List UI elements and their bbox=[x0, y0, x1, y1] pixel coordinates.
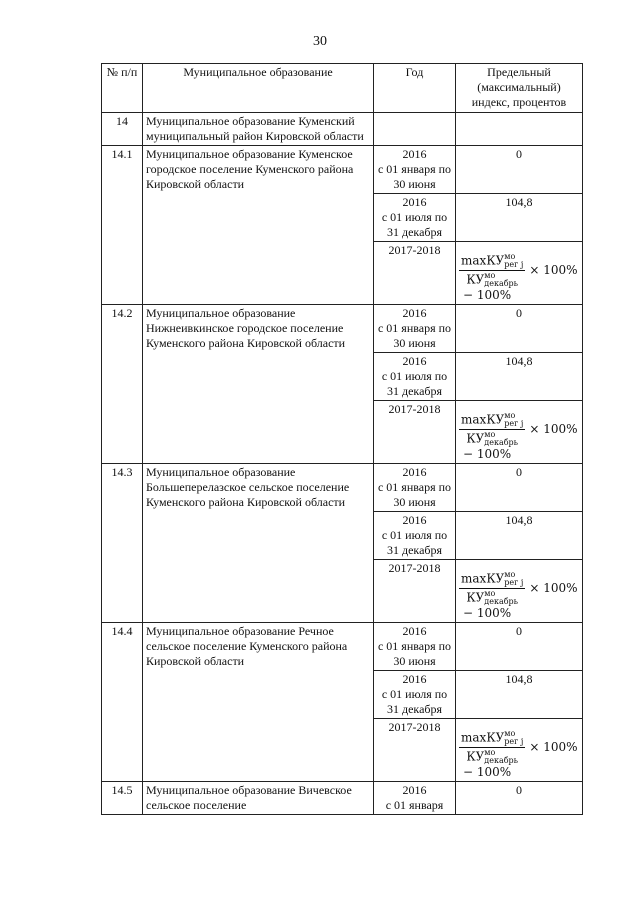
formula-mo: мо bbox=[504, 252, 516, 261]
index-value-cell: 104,8 bbox=[456, 512, 583, 560]
period-span: с 01 июля по 31 декабря bbox=[381, 687, 448, 716]
row-num: 14.1 bbox=[102, 146, 143, 305]
formula-times: × 100% bbox=[529, 263, 578, 277]
period-span: с 01 января по 30 июня bbox=[377, 480, 452, 509]
period-year: 2016 bbox=[402, 513, 427, 527]
formula-minus: − 100% bbox=[463, 765, 512, 779]
formula-mo-den: мо bbox=[484, 748, 496, 757]
group-year-empty bbox=[374, 113, 456, 146]
formula-dec: декабрь bbox=[484, 597, 519, 606]
formula-ku: КУ bbox=[486, 730, 505, 745]
period-year: 2016 bbox=[402, 195, 427, 209]
period-span: с 01 января bbox=[385, 798, 444, 812]
header-index: Предельный (максимальный) индекс, процентов bbox=[456, 64, 583, 113]
period-year: 2016 bbox=[402, 306, 427, 320]
table-row bbox=[102, 623, 583, 671]
group-num: 14 bbox=[102, 113, 143, 146]
formula-ku: КУ bbox=[486, 253, 505, 268]
row-num: 14.5 bbox=[102, 782, 143, 815]
formula-regj: рег j bbox=[504, 260, 524, 269]
period-cell bbox=[374, 146, 456, 194]
table-row bbox=[102, 146, 583, 194]
period-year: 2016 bbox=[402, 783, 427, 797]
header-num: № п/п bbox=[102, 64, 143, 113]
formula-mo-den: мо bbox=[484, 430, 496, 439]
formula-max: max bbox=[461, 730, 487, 745]
period-cell bbox=[374, 671, 456, 719]
formula-dec: декабрь bbox=[484, 279, 519, 288]
header-name: Муниципальное образование bbox=[143, 64, 374, 113]
formula-times: × 100% bbox=[529, 581, 578, 595]
period-cell bbox=[374, 401, 456, 464]
formula-max: max bbox=[461, 571, 487, 586]
index-value-cell: 0 bbox=[456, 623, 583, 671]
row-municipality-name: Муниципальное образование Куменское городское поселение Куменского района Кировской области bbox=[143, 146, 374, 305]
index-value-cell bbox=[456, 401, 583, 464]
formula-ku-den: КУ bbox=[466, 431, 485, 446]
period-cell bbox=[374, 353, 456, 401]
formula-minus: − 100% bbox=[463, 447, 512, 461]
table-row bbox=[102, 305, 583, 353]
formula-times: × 100% bbox=[529, 422, 578, 436]
formula-ku: КУ bbox=[486, 412, 505, 427]
period-cell bbox=[374, 464, 456, 512]
period-year: 2016 bbox=[402, 354, 427, 368]
formula-dec: декабрь bbox=[484, 756, 519, 765]
period-cell bbox=[374, 194, 456, 242]
formula bbox=[459, 561, 579, 621]
row-num: 14.4 bbox=[102, 623, 143, 782]
row-municipality-name: Муниципальное образование Вичевское сельское поселение bbox=[143, 782, 374, 815]
formula-mo: мо bbox=[504, 411, 516, 420]
formula-mo-den: мо bbox=[484, 271, 496, 280]
index-value-cell: 0 bbox=[456, 464, 583, 512]
table-row bbox=[102, 782, 583, 815]
formula-ku: КУ bbox=[486, 571, 505, 586]
formula-regj: рег j bbox=[504, 737, 524, 746]
formula-times: × 100% bbox=[529, 740, 578, 754]
index-value-cell: 0 bbox=[456, 305, 583, 353]
period-year: 2017-2018 bbox=[388, 720, 441, 734]
formula-dec: декабрь bbox=[484, 438, 519, 447]
period-year: 2016 bbox=[402, 624, 427, 638]
formula-regj: рег j bbox=[504, 419, 524, 428]
formula-max: max bbox=[461, 253, 487, 268]
group-name: Муниципальное образование Куменский муниципальный район Кировской области bbox=[143, 113, 374, 146]
formula bbox=[459, 402, 579, 462]
row-num: 14.3 bbox=[102, 464, 143, 623]
group-row bbox=[102, 113, 583, 146]
index-value-cell bbox=[456, 560, 583, 623]
period-year: 2016 bbox=[402, 465, 427, 479]
formula-ku-den: КУ bbox=[466, 749, 485, 764]
period-year: 2017-2018 bbox=[388, 243, 441, 257]
index-value-cell bbox=[456, 719, 583, 782]
formula-mo-den: мо bbox=[484, 589, 496, 598]
period-span: с 01 июля по 31 декабря bbox=[381, 369, 448, 398]
formula-mo: мо bbox=[504, 729, 516, 738]
period-cell bbox=[374, 305, 456, 353]
period-span: с 01 января по 30 июня bbox=[377, 639, 452, 668]
rows-body bbox=[102, 146, 583, 815]
formula-ku-den: КУ bbox=[466, 590, 485, 605]
period-span: с 01 января по 30 июня bbox=[377, 162, 452, 191]
index-value-cell bbox=[456, 242, 583, 305]
formula bbox=[459, 243, 579, 303]
period-year: 2016 bbox=[402, 147, 427, 161]
period-span: с 01 июля по 31 декабря bbox=[381, 528, 448, 557]
row-municipality-name: Муниципальное образование Нижнеивкинское городское поселение Куменского района Кировской области bbox=[143, 305, 374, 464]
period-cell bbox=[374, 560, 456, 623]
formula bbox=[459, 720, 579, 780]
period-year: 2017-2018 bbox=[388, 402, 441, 416]
period-year: 2017-2018 bbox=[388, 561, 441, 575]
period-cell bbox=[374, 512, 456, 560]
index-value-cell: 104,8 bbox=[456, 353, 583, 401]
formula-mo: мо bbox=[504, 570, 516, 579]
period-span: с 01 июля по 31 декабря bbox=[381, 210, 448, 239]
formula-regj: рег j bbox=[504, 578, 524, 587]
row-num: 14.2 bbox=[102, 305, 143, 464]
header-year: Год bbox=[374, 64, 456, 113]
period-year: 2016 bbox=[402, 672, 427, 686]
row-municipality-name: Муниципальное образование Большеперелазское сельское поселение Куменского района Кировской области bbox=[143, 464, 374, 623]
formula-minus: − 100% bbox=[463, 288, 512, 302]
period-cell bbox=[374, 719, 456, 782]
row-municipality-name: Муниципальное образование Речное сельское поселение Куменского района Кировской области bbox=[143, 623, 374, 782]
page-number: 30 bbox=[313, 34, 327, 49]
period-cell bbox=[374, 242, 456, 305]
period-cell bbox=[374, 782, 456, 815]
formula-ku-den: КУ bbox=[466, 272, 485, 287]
index-value-cell: 104,8 bbox=[456, 194, 583, 242]
index-value-cell: 0 bbox=[456, 146, 583, 194]
formula-max: max bbox=[461, 412, 487, 427]
table-header-row bbox=[102, 64, 583, 113]
formula-minus: − 100% bbox=[463, 606, 512, 620]
index-value-cell: 104,8 bbox=[456, 671, 583, 719]
tariff-index-table bbox=[101, 63, 583, 815]
table-row bbox=[102, 464, 583, 512]
index-value-cell: 0 bbox=[456, 782, 583, 815]
period-cell bbox=[374, 623, 456, 671]
group-index-empty bbox=[456, 113, 583, 146]
period-span: с 01 января по 30 июня bbox=[377, 321, 452, 350]
